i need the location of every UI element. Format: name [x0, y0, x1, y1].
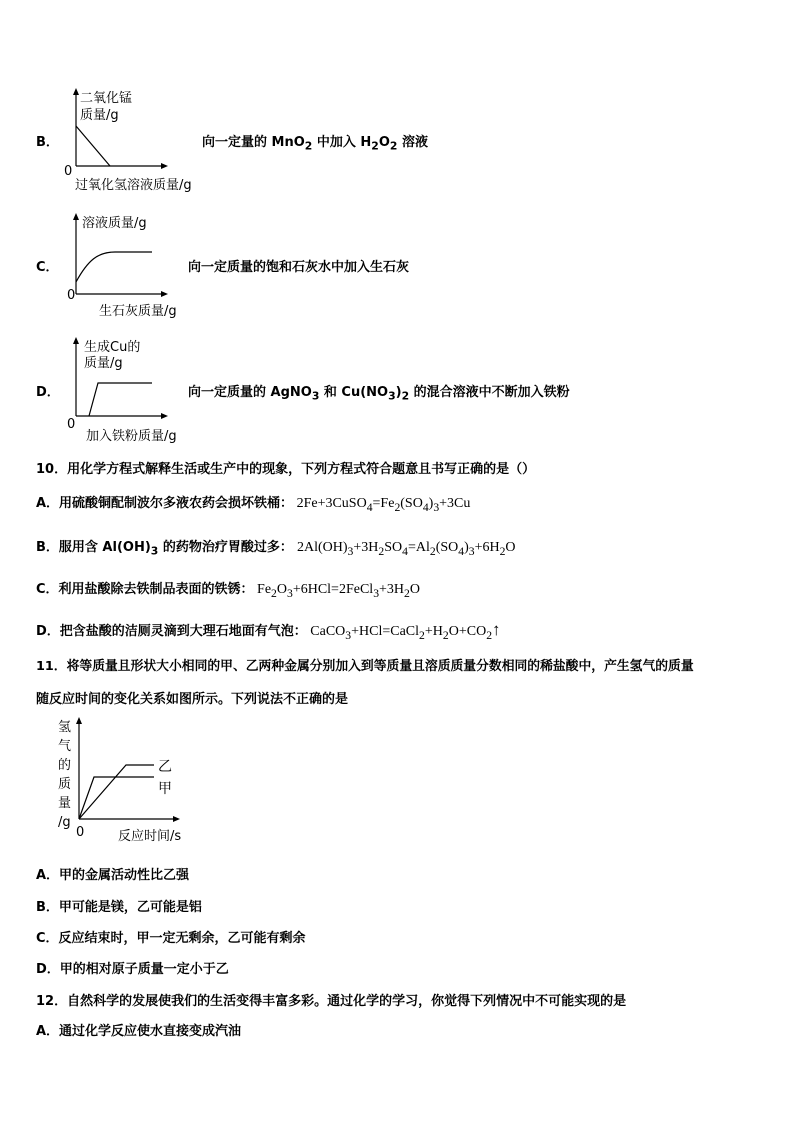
- graph-b-xlabel: 过氧化氢溶液质量/g: [75, 178, 192, 193]
- graph-q11-xlabel: 反应时间/s: [118, 829, 182, 844]
- q10-c-equation: $Fe_2O_3+6HCl=2FeCl_3+3H_2O$: [257, 582, 420, 600]
- graph-c-origin: 0: [67, 288, 76, 303]
- option-d-description: 向一定质量的 AgNO$_3$ 和 $Cu(NO_3)_2$ 的混合溶液中不断加入铁粉: [188, 385, 570, 403]
- q10-d-equation: $CaCO_3+HCl=CaCl_2+H_2O+CO_2↑$: [310, 620, 501, 642]
- graph-b-curve: [76, 126, 110, 166]
- option-c-description: 向一定质量的饱和石灰水中加入生石灰: [188, 260, 410, 275]
- option-b-description: 向一定量的 MnO$_2$ 中加入 $H_2O_2$ 溶液: [202, 135, 428, 153]
- graph-d-xlabel: 加入铁粉质量/g: [86, 429, 177, 444]
- q11-option-c: C．反应结束时，甲一定无剩余，乙可能有剩余: [36, 931, 306, 946]
- q12-option-a: A．通过化学反应使水直接变成汽油: [36, 1024, 242, 1039]
- q11-stem-line-2: 随反应时间的变化关系如图所示。下列说法不正确的是: [36, 692, 349, 707]
- graph-q11-series-yi-line: [79, 765, 154, 819]
- q10-stem: 10．用化学方程式解释生活或生产中的现象，下列方程式符合题意且书写正确的是（）: [36, 462, 536, 477]
- q10-option-d: D．把含盐酸的洁厕灵滴到大理石地面有气泡： $CaCO_3+HCl=CaCl_2+H_2O+CO_2↑$: [36, 620, 501, 642]
- q11-option-b: B．甲可能是镁，乙可能是铝: [36, 900, 202, 915]
- graph-c-curve: [76, 252, 152, 282]
- q10-option-a: A．用硫酸铜配制波尔多液农药会损坏铁桶： $2Fe+3CuSO_4=Fe_2(SO_4)_3+3Cu$: [36, 496, 471, 514]
- graph-c-xlabel: 生石灰质量/g: [99, 304, 177, 319]
- q10-a-equation: $2Fe+3CuSO_4=Fe_2(SO_4)_3+3Cu$: [296, 496, 471, 514]
- q11-stem-line-1: 11．将等质量且形状大小相同的甲、乙两种金属分别加入到等质量且溶质质量分数相同的稀盐酸中，产生氢气的质量: [36, 659, 694, 674]
- q12-stem: 12．自然科学的发展使我们的生活变得丰富多彩。通过化学的学习，你觉得下列情况中不可能实现的是: [36, 994, 627, 1009]
- option-c-letter: C．: [36, 260, 59, 275]
- q10-option-b: B．服用含 $Al(OH)_3$ 的药物治疗胃酸过多： $2Al(OH)_3+3H_2SO_4=Al_2(SO_4)_3+6H_2O$: [36, 540, 516, 558]
- graph-c-ylabel: 溶液质量/g: [82, 216, 147, 231]
- graph-q11-series-jia-line: [79, 777, 154, 819]
- option-d-letter: D．: [36, 385, 60, 400]
- graph-d-ylabel-2: 质量/g: [84, 356, 123, 371]
- q11-option-d: D．甲的相对原子质量一定小于乙: [36, 962, 229, 977]
- graph-q11-ylabel: 氢 气 的 质 量 /g: [58, 720, 72, 830]
- q11-option-a: A．甲的金属活动性比乙强: [36, 868, 190, 883]
- graph-b-ylabel-1: 二氧化锰: [80, 91, 133, 106]
- graph-d-curve: [89, 383, 152, 416]
- graph-q11-series-jia-label: 甲: [158, 781, 172, 797]
- graph-q11-origin: 0: [76, 825, 85, 840]
- graph-b-ylabel-2: 质量/g: [80, 108, 119, 123]
- q10-option-c: C．利用盐酸除去铁制品表面的铁锈： $Fe_2O_3+6HCl=2FeCl_3+3H_2O$: [36, 582, 420, 600]
- option-b-letter: B．: [36, 135, 59, 150]
- graph-q11-series-yi-label: 乙: [158, 759, 172, 775]
- graph-d-origin: 0: [67, 417, 76, 432]
- graph-d-ylabel-1: 生成Cu的: [84, 340, 141, 355]
- q10-b-equation: $2Al(OH)_3+3H_2SO_4=Al_2(SO_4)_3+6H_2O$: [297, 540, 516, 558]
- graph-b-origin: 0: [64, 164, 73, 179]
